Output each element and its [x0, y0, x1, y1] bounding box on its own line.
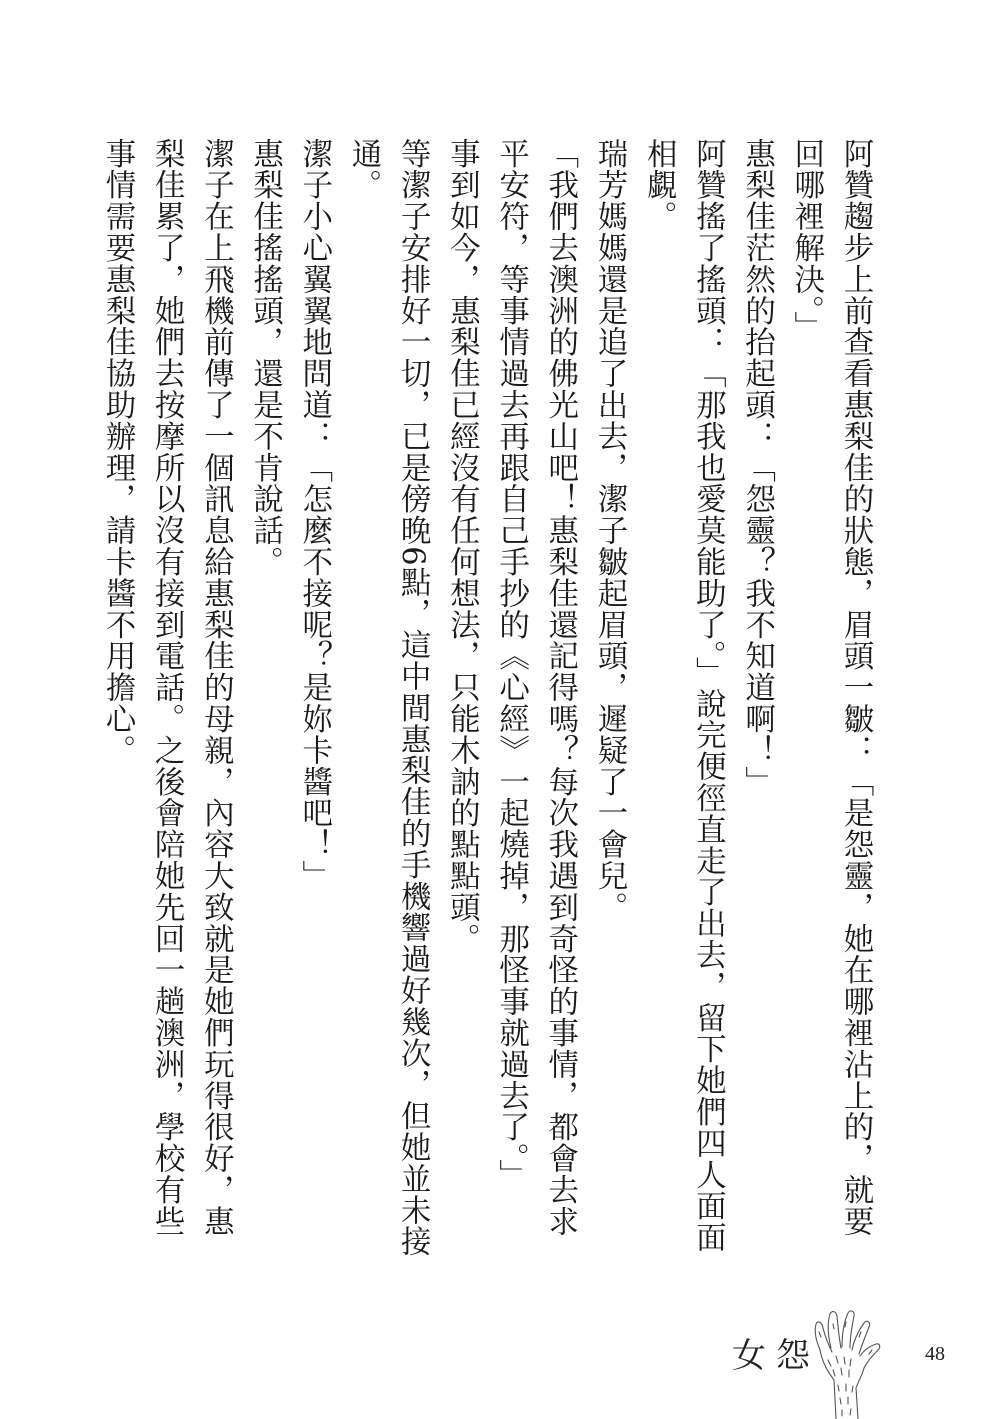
paragraph: 「我們去澳洲的佛光山吧！惠梨佳還記得嗎？每次我遇到奇怪的事情，都會去求平安符，等事情過去再跟自己手抄的《心經》一起燒掉，那怪事就過去了。」	[493, 138, 578, 1237]
page-number: 48	[925, 1343, 945, 1365]
paragraph: 等潔子安排好一切，已是傍晚6點，這中間惠梨佳的手機響過好幾次，但她並未接通。	[345, 138, 431, 1258]
paragraph: 潔子在上飛機前傳了一個訊息給惠梨佳的母親，內容大致就是她們玩得很好，惠梨佳累了，她們去按摩所以沒有接到電話。之後會陪她先回一趟澳洲，學校有些事情需要惠梨佳協助辦理，請卡醬不用擔心。	[99, 138, 234, 1237]
body-text	[93, 138, 880, 1268]
book-title: 女怨	[732, 1336, 820, 1376]
paragraph: 事到如今，惠梨佳已經沒有任何想法，只能木訥的點點頭。	[444, 138, 480, 955]
paragraph: 瑞芳媽媽還是追了出去，潔子皺起眉頭，遲疑了一會兒。	[591, 138, 627, 923]
paragraph: 阿贊搖了搖頭：「那我也愛莫能助了。」說完便徑直走了出去，留下她們四人面面相覷。	[641, 138, 726, 1254]
paragraph: 潔子小心翼翼地問道：「怎麼不接呢？是妳卡醬吧！」	[296, 138, 332, 892]
hand-illustration-icon	[806, 1310, 886, 1419]
paragraph: 阿贊趨步上前查看惠梨佳的狀態，眉頭一皺：「是怨靈，她在哪裡沾上的，就要回哪裡解決。」	[788, 138, 873, 1237]
paragraph: 惠梨佳茫然的抬起頭：「怨靈？我不知道啊！」	[739, 138, 775, 798]
paragraph: 惠梨佳搖搖頭，還是不肯說話。	[247, 138, 283, 578]
